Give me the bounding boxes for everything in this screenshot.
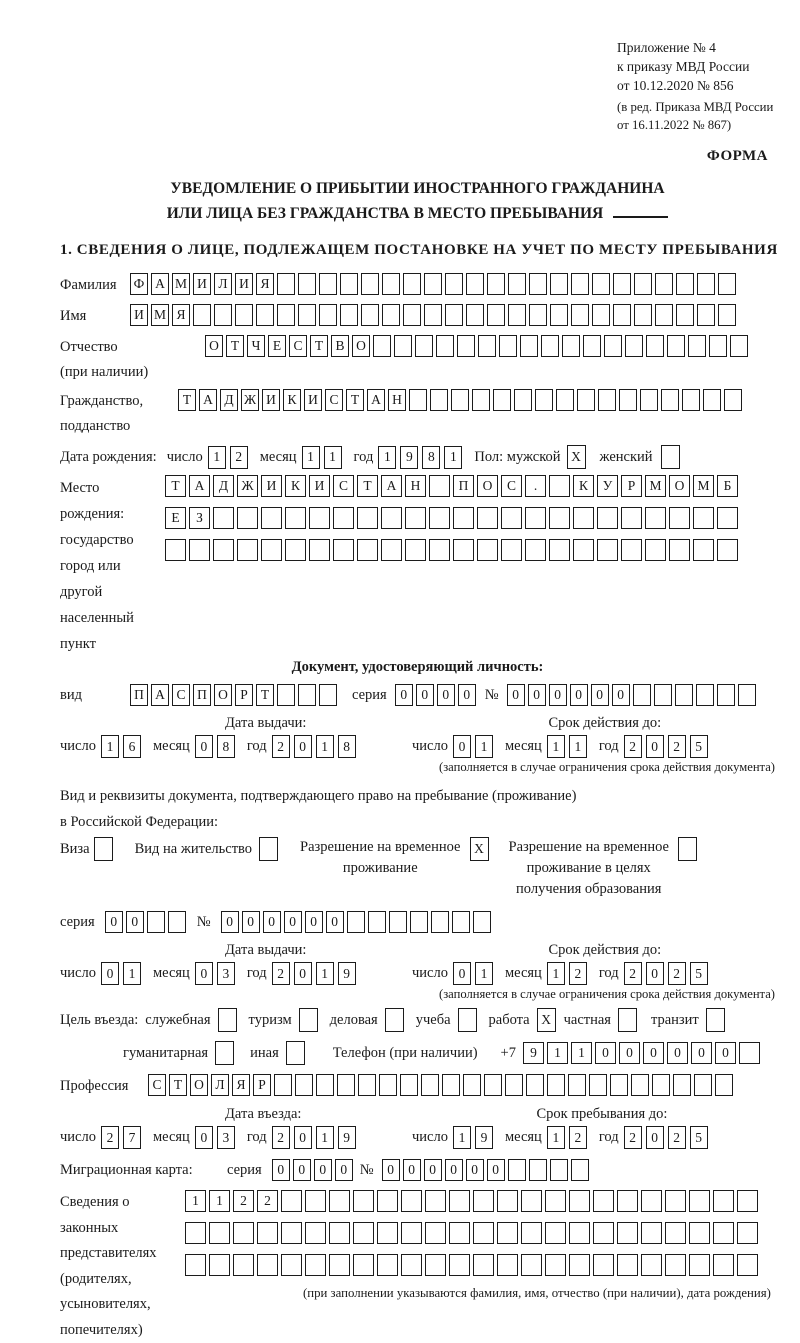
rvp-issue-day-cells[interactable]: 0 1 [101, 962, 145, 985]
rvp-expiry-day-cells[interactable]: 0 1 [453, 962, 497, 985]
birth-place-row1-cells[interactable]: Т А Д Ж И К И С Т А Н П О С . К У Р М О М Б [165, 475, 741, 497]
month-label: месяц [153, 1129, 190, 1146]
residence-permit-checkbox[interactable] [259, 837, 278, 861]
migration-number-cells[interactable]: 0 0 0 0 0 0 [382, 1159, 592, 1181]
identity-expiry-year-cells[interactable]: 2 0 2 5 [624, 735, 712, 758]
purpose-study-label: учеба [416, 1008, 451, 1032]
day-label: число [60, 965, 96, 982]
purpose-work-label: работа [489, 1008, 530, 1032]
rvp-expiry-month-cells[interactable]: 1 2 [547, 962, 591, 985]
surname-label: Фамилия [60, 273, 130, 297]
order-line-2: от 10.12.2020 № 856 [617, 76, 773, 95]
purpose-transit-checkbox[interactable] [706, 1008, 725, 1032]
month-label: месяц [505, 1129, 542, 1146]
patronymic-label-line1: Отчество [60, 335, 205, 360]
birth-place-block [60, 475, 775, 657]
purpose-official-checkbox[interactable] [218, 1008, 237, 1032]
surname-cells[interactable]: Ф А М И Л И Я [130, 273, 739, 295]
section1-heading: 1. СВЕДЕНИЯ О ЛИЦЕ, ПОДЛЕЖАЩЕМ ПОСТАНОВКЕ НА УЧЕТ ПО МЕСТУ ПРЕБЫВАНИЯ [60, 242, 775, 259]
order-line-1: к приказу МВД России [617, 57, 773, 76]
birth-date-row [60, 445, 775, 469]
entry-year-cells[interactable]: 2 0 1 9 [272, 1126, 360, 1149]
form-title-line-1: УВЕДОМЛЕНИЕ О ПРИБЫТИИ ИНОСТРАННОГО ГРАЖДАНИНА [60, 176, 775, 201]
forma-label: ФОРМА [707, 148, 768, 165]
month-label: месяц [260, 449, 297, 466]
phone-prefix: +7 [501, 1041, 516, 1065]
birth-place-label-line4: населенный пункт [60, 605, 165, 657]
residence-doc-note: (заполняется в случае ограничения срока действия документа) [60, 987, 775, 1002]
purpose-business-label: деловая [330, 1008, 378, 1032]
citizenship-label-line2: подданство [60, 414, 178, 439]
birth-place-row3-cells[interactable] [165, 539, 741, 561]
purpose-work-checkbox[interactable]: X [537, 1008, 556, 1032]
rvp-issue-caption: Дата выдачи: [225, 942, 306, 959]
sex-female-label: женский [600, 445, 653, 469]
entry-purpose-label: Цель въезда: [60, 1008, 138, 1032]
migration-card-row [60, 1158, 775, 1182]
day-label: число [412, 1129, 448, 1146]
citizenship-label [60, 389, 178, 439]
rvp-number-cells[interactable]: 0 0 0 0 0 0 [221, 911, 494, 933]
identity-issue-month-cells[interactable]: 0 8 [195, 735, 239, 758]
residence-doc-series-row [60, 910, 775, 934]
rvp-number-label: № [197, 910, 211, 934]
doc-kind-cells[interactable]: П А С П О Р Т [130, 684, 340, 706]
identity-doc-note: (заполняется в случае ограничения срока действия документа) [60, 760, 775, 775]
edu-permit-label-line3: получения образования [509, 879, 669, 900]
issue-date-caption: Дата выдачи: [225, 715, 306, 732]
name-cells[interactable]: И М Я [130, 304, 739, 326]
migration-series-cells[interactable]: 0 0 0 0 [272, 1159, 356, 1181]
residence-permit-options-row [60, 837, 775, 900]
residence-doc-dates-row [60, 962, 775, 985]
rvp-issue-year-cells[interactable]: 2 0 1 9 [272, 962, 360, 985]
representatives-note: (при заполнении указываются фамилия, имя, отчество (при наличии), дата рождения) [185, 1286, 771, 1301]
temp-permit-checkbox[interactable]: X [470, 837, 489, 861]
identity-expiry-month-cells[interactable]: 1 1 [547, 735, 591, 758]
edu-permit-label-line1: Разрешение на временное [509, 837, 669, 858]
identity-doc-heading: Документ, удостоверяющий личность: [60, 659, 775, 676]
purpose-private-label: частная [564, 1008, 611, 1032]
citizenship-row [60, 389, 775, 439]
stay-month-cells[interactable]: 1 2 [547, 1126, 591, 1149]
patronymic-label [60, 335, 205, 385]
entry-month-cells[interactable]: 0 3 [195, 1126, 239, 1149]
representatives-label-line5: усыновителях, [60, 1292, 185, 1318]
birth-place-label [60, 475, 165, 657]
citizenship-label-line1: Гражданство, [60, 389, 178, 414]
representatives-label-line3: представителях [60, 1241, 185, 1267]
rvp-issue-date [60, 962, 412, 985]
purpose-transit-label: транзит [651, 1008, 699, 1032]
name-row [60, 304, 775, 328]
form-number-blank [613, 216, 668, 218]
representatives-label-line1: Сведения о [60, 1190, 185, 1216]
identity-issue-date [60, 735, 412, 758]
sex-female-checkbox[interactable] [661, 445, 680, 469]
temp-permit-label-line1: Разрешение на временное [300, 837, 460, 858]
migration-series-label: серия [227, 1158, 262, 1182]
birth-place-row2-cells[interactable]: Е З [165, 507, 741, 529]
surname-row [60, 273, 775, 297]
rvp-expiry-date [412, 962, 720, 985]
doc-kind-label: вид [60, 683, 130, 707]
visa-checkbox[interactable] [94, 837, 113, 861]
rvp-series-cells[interactable]: 0 0 [105, 911, 189, 933]
rvp-expiry-year-cells[interactable]: 2 0 2 5 [624, 962, 712, 985]
phone-label: Телефон (при наличии) [333, 1041, 478, 1065]
stay-until-caption: Срок пребывания до: [536, 1106, 667, 1123]
patronymic-label-line2: (при наличии) [60, 360, 205, 385]
residence-doc-intro [60, 783, 775, 835]
rvp-issue-month-cells[interactable]: 0 3 [195, 962, 239, 985]
patronymic-row [60, 335, 775, 385]
identity-expiry-date [412, 735, 720, 758]
year-label: год [247, 738, 267, 755]
birth-place-label-line1: Место рождения: [60, 475, 165, 527]
residence-doc-captions [60, 942, 775, 959]
identity-doc-captions [60, 715, 775, 732]
purpose-official-label: служебная [145, 1008, 210, 1032]
purpose-other-label: иная [250, 1041, 279, 1065]
temp-permit-label-line2: проживание [300, 858, 460, 879]
identity-expiry-day-cells[interactable]: 0 1 [453, 735, 497, 758]
identity-issue-day-cells[interactable]: 1 6 [101, 735, 145, 758]
appendix-block [617, 38, 773, 134]
sex-label: Пол: мужской [474, 445, 560, 469]
migration-number-label: № [360, 1158, 374, 1182]
day-label: число [412, 738, 448, 755]
stay-year-cells[interactable]: 2 0 2 5 [624, 1126, 712, 1149]
year-label: год [599, 965, 619, 982]
year-label: год [599, 738, 619, 755]
entry-dates-row [60, 1126, 775, 1149]
day-label: число [167, 449, 203, 466]
expiry-date-caption: Срок действия до: [548, 715, 661, 732]
entry-date-captions [60, 1106, 775, 1123]
entry-day-cells[interactable]: 2 7 [101, 1126, 145, 1149]
month-label: месяц [505, 965, 542, 982]
entry-date-caption: Дата въезда: [225, 1106, 301, 1123]
doc-number-cells[interactable]: 0 0 0 0 0 0 [507, 684, 759, 706]
entry-purpose-row1 [60, 1008, 775, 1032]
profession-cells[interactable]: С Т О Л Я Р [148, 1074, 736, 1096]
birth-day-cells[interactable]: 1 2 [208, 446, 252, 469]
edu-permit-label-line2: проживание в целях [509, 858, 669, 879]
phone-cells[interactable]: 9 1 1 0 0 0 0 0 0 [523, 1042, 763, 1064]
purpose-humanitarian-label: гуманитарная [123, 1041, 208, 1065]
representatives-label-line2: законных [60, 1216, 185, 1242]
month-label: месяц [505, 738, 542, 755]
representatives-label-line6: попечителях) [60, 1318, 185, 1343]
birth-date-group [167, 446, 475, 469]
birth-place-label-line2: государство [60, 527, 165, 553]
representatives-row3-cells[interactable] [185, 1254, 771, 1276]
residence-doc-intro-line2: в Российской Федерации: [60, 809, 775, 835]
birth-month-cells[interactable]: 1 1 [302, 446, 346, 469]
edu-permit-checkbox[interactable] [678, 837, 697, 861]
identity-doc-kind-row [60, 683, 775, 707]
birth-year-cells[interactable]: 1 9 8 1 [378, 446, 466, 469]
purpose-other-checkbox[interactable] [286, 1041, 305, 1065]
representatives-cells [185, 1190, 771, 1301]
year-label: год [247, 965, 267, 982]
identity-issue-year-cells[interactable]: 2 0 1 8 [272, 735, 360, 758]
entry-date [60, 1126, 412, 1149]
representatives-block [60, 1190, 775, 1343]
purpose-humanitarian-checkbox[interactable] [215, 1041, 234, 1065]
purpose-tourism-checkbox[interactable] [299, 1008, 318, 1032]
day-label: число [412, 965, 448, 982]
year-label: год [599, 1129, 619, 1146]
migration-card-label: Миграционная карта: [60, 1158, 227, 1182]
profession-row [60, 1074, 775, 1098]
month-label: месяц [153, 965, 190, 982]
form-title [60, 176, 775, 226]
stay-until-date [412, 1126, 720, 1149]
day-label: число [60, 738, 96, 755]
temp-permit-label [300, 837, 460, 879]
purpose-private-checkbox[interactable] [618, 1008, 637, 1032]
month-label: месяц [153, 738, 190, 755]
purpose-business-checkbox[interactable] [385, 1008, 404, 1032]
form-title-line-2: ИЛИ ЛИЦА БЕЗ ГРАЖДАНСТВА В МЕСТО ПРЕБЫВАНИЯ [167, 205, 603, 222]
year-label: год [354, 449, 374, 466]
rvp-expiry-caption: Срок действия до: [548, 942, 661, 959]
purpose-study-checkbox[interactable] [458, 1008, 477, 1032]
doc-number-label: № [485, 683, 499, 707]
sex-male-checkbox[interactable]: X [567, 445, 586, 469]
representatives-label [60, 1190, 185, 1343]
name-label: Имя [60, 304, 130, 328]
doc-series-label: серия [352, 683, 387, 707]
identity-doc-dates-row [60, 735, 775, 758]
profession-label: Профессия [60, 1074, 148, 1098]
amendment-line-2: от 16.11.2022 № 867) [617, 116, 773, 134]
birth-place-cells [165, 475, 741, 571]
purpose-tourism-label: туризм [249, 1008, 292, 1032]
residence-doc-intro-line1: Вид и реквизиты документа, подтверждающего право на пребывание (проживание) [60, 783, 775, 809]
representatives-row2-cells[interactable] [185, 1222, 771, 1244]
amendment-line-1: (в ред. Приказа МВД России [617, 98, 773, 116]
stay-day-cells[interactable]: 1 9 [453, 1126, 497, 1149]
representatives-label-line4: (родителях, [60, 1267, 185, 1293]
birth-place-label-line3: город или другой [60, 553, 165, 605]
appendix-line: Приложение № 4 [617, 38, 773, 57]
citizenship-cells[interactable]: Т А Д Ж И К И С Т А Н [178, 389, 745, 411]
year-label: год [247, 1129, 267, 1146]
visa-label: Виза [60, 837, 90, 861]
representatives-row1-cells[interactable]: 1 1 2 2 [185, 1190, 771, 1212]
birth-date-label: Дата рождения: [60, 445, 157, 469]
residence-permit-label: Вид на жительство [135, 837, 252, 861]
patronymic-cells[interactable]: О Т Ч Е С Т В О [205, 335, 751, 357]
day-label: число [60, 1129, 96, 1146]
entry-purpose-row2 [60, 1041, 775, 1065]
doc-series-cells[interactable]: 0 0 0 0 [395, 684, 479, 706]
rvp-series-label: серия [60, 910, 95, 934]
edu-permit-label [509, 837, 669, 900]
